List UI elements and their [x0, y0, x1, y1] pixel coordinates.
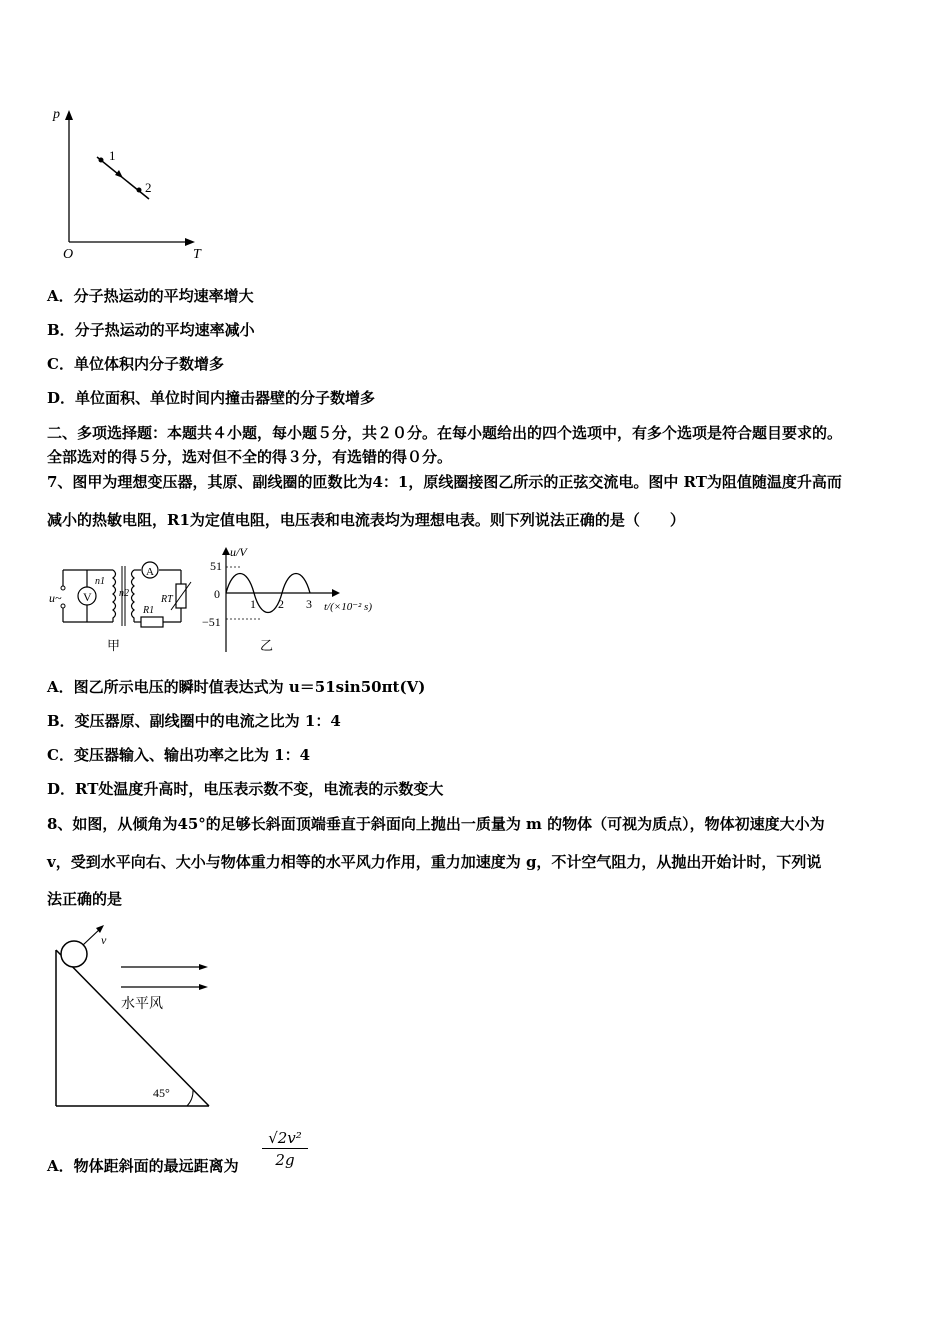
u-max-label: 51: [210, 559, 222, 573]
q8-stem-line2: v，受到水平向右、大小与物体重力相等的水平风力作用，重力加速度为 g，不计空气阻力，从抛出开始计时，下列说: [47, 853, 822, 871]
q7-option-c: C．变压器输入、输出功率之比为 1：4: [47, 746, 311, 764]
u-min-label: −51: [202, 615, 221, 629]
q6-option-d: D．单位面积、单位时间内撞击器壁的分子数增多: [47, 389, 376, 407]
u-zero-label: 0: [214, 587, 220, 601]
p-axis-label: p: [53, 107, 60, 122]
angle-label: 45°: [153, 1086, 170, 1100]
r1-label: R1: [143, 605, 155, 616]
q7-option-b: B．变压器原、副线圈中的电流之比为 1：4: [47, 712, 341, 730]
figure-yi-waveform: [200, 540, 400, 660]
incline-figure: [45, 920, 225, 1115]
source-label: u~: [49, 591, 62, 605]
q8-stem-line1: 8、如图，从倾角为45°的足够长斜面顶端垂直于斜面向上抛出一质量为 m 的物体（可视为质点），物体初速度大小为: [47, 815, 825, 833]
rt-label: RT: [161, 594, 173, 605]
section2-line2: 全部选对的得５分，选对但不全的得３分，有选错的得０分。: [47, 448, 453, 466]
state-label-1: 1: [109, 148, 116, 163]
q8-option-a: A．物体距斜面的最远距离为: [47, 1157, 239, 1175]
incline-slope: [56, 950, 209, 1106]
pt-graph: [45, 100, 215, 265]
primary-coil: [113, 570, 116, 622]
q7-stem-line1: 7、图甲为理想变压器，其原、副线圈的匝数比为4：1，原线圈接图乙所示的正弦交流电。图中 RT为阻值随温度升高而: [47, 473, 842, 491]
u-axis-label: u/V: [230, 545, 247, 559]
n2-label: n2: [119, 588, 129, 599]
state-label-2: 2: [145, 180, 152, 195]
t-tick-2: 2: [278, 597, 284, 611]
state-point-1: [99, 158, 104, 163]
secondary-coil: [132, 570, 135, 622]
figure-jia-caption: 甲: [107, 638, 121, 653]
p-axis-arrow: [65, 110, 73, 120]
ammeter-label: A: [146, 566, 154, 578]
q7-option-d: D．RT处温度升高时，电压表示数不变，电流表的示数变大: [47, 780, 444, 798]
q8-stem-line3: 法正确的是: [47, 890, 123, 908]
figure-yi-caption: 乙: [260, 638, 274, 653]
voltmeter-label: V: [83, 590, 92, 604]
fraction-numerator: √2v²: [268, 1129, 302, 1147]
q7-option-a: A．图乙所示电压的瞬时值表达式为 u＝51sin50πt(V): [47, 678, 426, 696]
fraction: [262, 1128, 308, 1171]
wind-label: 水平风: [121, 997, 163, 1012]
t-tick-1: 1: [250, 597, 256, 611]
resistor-r1: [141, 617, 163, 627]
state-point-2: [137, 188, 142, 193]
t-axis-arrow: [185, 238, 195, 246]
process-arrow: [115, 170, 123, 178]
figure-jia-circuit: [45, 550, 195, 660]
velocity-label: v: [101, 933, 107, 947]
t-axis-label: t/(×10⁻² s): [324, 601, 372, 613]
q6-option-a: A．分子热运动的平均速率增大: [47, 287, 254, 305]
t-tick-3: 3: [306, 597, 312, 611]
section2-line1: 二、多项选择题：本题共４小题，每小题５分，共２０分。在每小题给出的四个选项中，有多个选项是符合题目要求的。: [47, 424, 843, 442]
q6-option-b: B．分子热运动的平均速率减小: [47, 321, 255, 339]
fraction-denominator: 2g: [262, 1148, 308, 1171]
n1-label: n1: [95, 576, 105, 587]
q7-stem-line2: 减小的热敏电阻，R1为定值电阻，电压表和电流表均为理想电表。则下列说法正确的是（ ）: [47, 511, 685, 529]
origin-label: O: [63, 247, 74, 262]
q6-option-c: C．单位体积内分子数增多: [47, 355, 224, 373]
t-axis-label: T: [193, 247, 201, 262]
